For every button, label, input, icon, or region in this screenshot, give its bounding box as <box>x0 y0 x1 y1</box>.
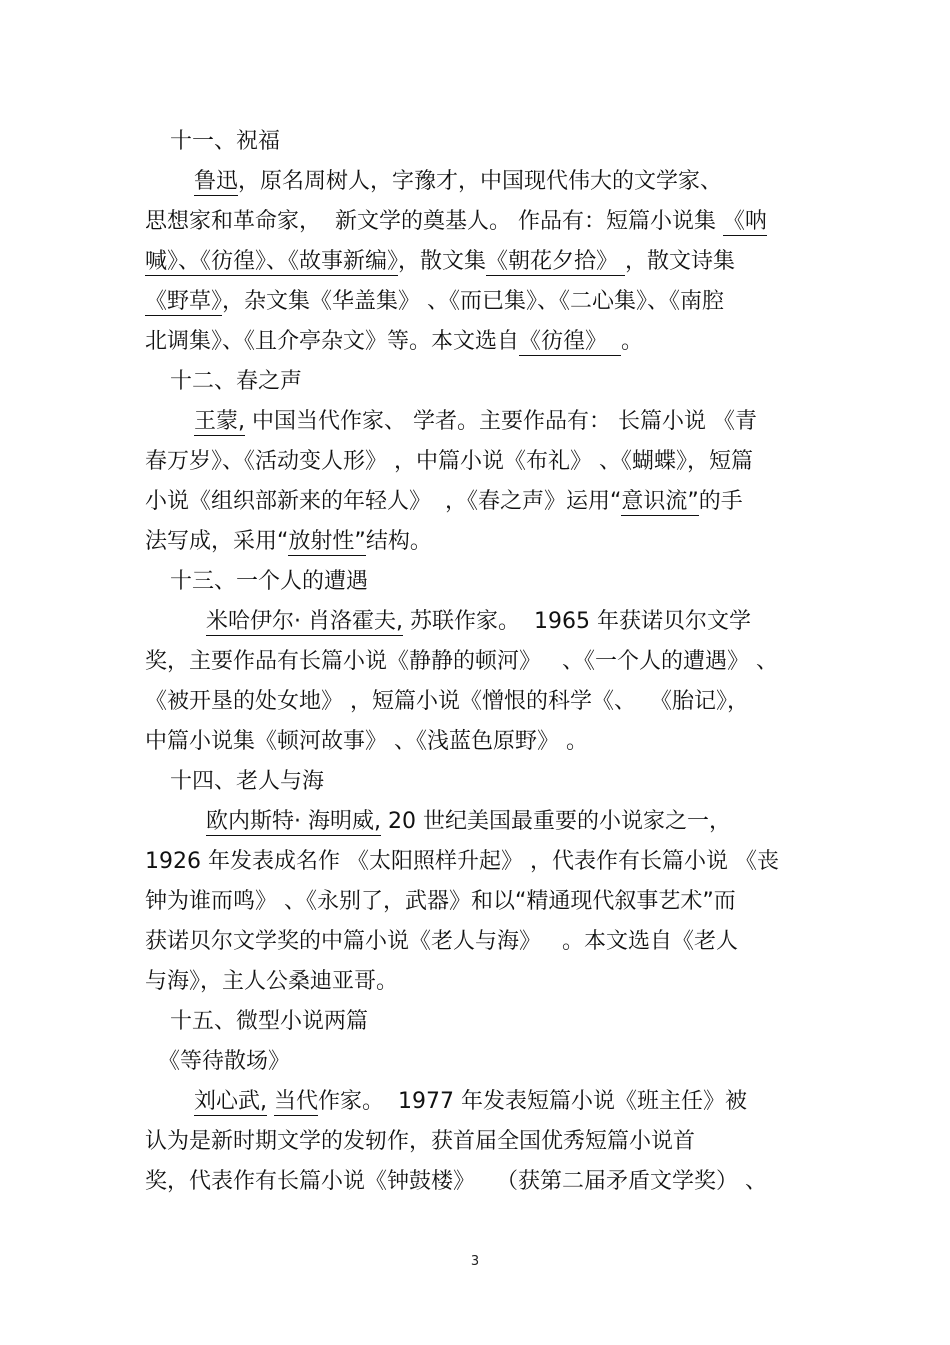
line <box>170 767 324 797</box>
line-text: 钟为谁而鸣》 、《永别了，武器》和以“精通现代叙事艺术”而 <box>145 889 736 914</box>
line-text: 北调集》、《且介亭杂文》等。本文选自 <box>145 329 520 354</box>
line-text: 中篇小说集《顿河故事》 、《浅蓝色原野》 。 <box>145 729 588 754</box>
author-name: 米哈伊尔· 肖洛霍夫, <box>206 609 403 634</box>
line <box>170 367 302 397</box>
line-text: 中国当代作家、 学者。主要作品有： 长篇小说 《青 <box>245 409 757 434</box>
line-text: 。 <box>621 329 644 354</box>
line-text: ，散文诗集 <box>625 249 736 274</box>
line-text: ，原名周树人，字豫才，中国现代伟大的文学家、 <box>238 169 723 194</box>
line-text: 十四、老人与海 <box>170 769 325 794</box>
line <box>145 207 767 237</box>
line-text: 《等待散场》 <box>158 1049 291 1074</box>
line <box>145 647 778 677</box>
line-text: 苏联作家。 1965 年获诺贝尔文学 <box>402 609 751 634</box>
line <box>194 1087 747 1117</box>
line <box>206 807 731 837</box>
line <box>145 447 753 477</box>
line-text: 思想家和革命家， 新文学的奠基人。 作品有：短篇小说集 <box>145 209 723 234</box>
line <box>170 1007 368 1037</box>
term: 意识流” <box>621 489 699 514</box>
line-text: 十五、微型小说两篇 <box>170 1009 369 1034</box>
line-text <box>267 1089 274 1114</box>
line-text: 春万岁》、《活动变人形》 ，中篇小说《布礼》 、《蝴蝶》，短篇 <box>145 449 753 474</box>
line-text: ，杂文集《华盖集》 、《而已集》、《二心集》、《南腔 <box>222 289 725 314</box>
work-title: 《朝花夕拾》 <box>486 249 626 274</box>
line <box>194 407 757 437</box>
term: 放射性” <box>288 529 366 554</box>
line-text: 十一、祝福 <box>170 129 281 154</box>
term: 当代 <box>274 1089 319 1114</box>
line <box>158 1047 290 1077</box>
line-text: 奖，代表作有长篇小说《钟鼓楼》 （获第二届矛盾文学奖） 、 <box>145 1169 767 1194</box>
line <box>145 687 749 717</box>
line-text: 获诺贝尔文学奖的中篇小说《老人与海》 。本文选自《老人 <box>145 929 738 954</box>
line-text: ，散文集 <box>398 249 487 274</box>
line <box>145 247 735 277</box>
line-text: 小说《组织部新来的年轻人》 ，《春之声》运用“ <box>145 489 622 514</box>
author-name: 王蒙, <box>194 409 245 434</box>
line <box>145 967 398 997</box>
author-name: 鲁迅 <box>194 169 239 194</box>
line-text: 的手 <box>698 489 743 514</box>
work-title: 《呐 <box>722 209 767 234</box>
line-text: 20 世纪美国最重要的小说家之一， <box>380 809 731 834</box>
line-text: 作家。 1977 年发表短篇小说《班主任》被 <box>318 1089 747 1114</box>
line <box>194 167 722 197</box>
line-text: 奖，主要作品有长篇小说《静静的顿河》 、《一个人的遭遇》 、 <box>145 649 778 674</box>
line <box>145 287 724 317</box>
line-text: 十三、一个人的遭遇 <box>170 569 369 594</box>
line <box>145 727 588 757</box>
work-title: 喊》、《彷徨》、《故事新编》 <box>145 249 399 274</box>
line-text: 与海》，主人公桑迪亚哥。 <box>145 969 399 994</box>
line <box>145 527 432 557</box>
line-text: 认为是新时期文学的发轫作，获首届全国优秀短篇小说首 <box>145 1129 696 1154</box>
line <box>145 847 779 877</box>
line <box>145 1127 695 1157</box>
line <box>170 567 368 597</box>
line-text: 1926 年发表成名作 《太阳照样升起》 ，代表作有长篇小说 《丧 <box>145 849 779 874</box>
author-name: 欧内斯特· 海明威, <box>206 809 381 834</box>
author-name: 刘心武, <box>194 1089 267 1114</box>
line <box>145 1167 767 1197</box>
page-number: 3 <box>470 1254 480 1269</box>
line <box>145 327 643 357</box>
line-text: 《被开垦的处女地》 ，短篇小说《憎恨的科学《、 《胎记》， <box>145 689 749 714</box>
line <box>170 127 280 157</box>
line-text: 法写成，采用“ <box>145 529 289 554</box>
line <box>145 887 736 917</box>
work-title: 《野草》 <box>145 289 223 314</box>
work-title: 《彷徨》 <box>519 329 622 354</box>
line-text: 结构。 <box>365 529 432 554</box>
line-text: 十二、春之声 <box>170 369 303 394</box>
line <box>145 927 738 957</box>
line <box>145 487 743 517</box>
line <box>206 607 751 637</box>
